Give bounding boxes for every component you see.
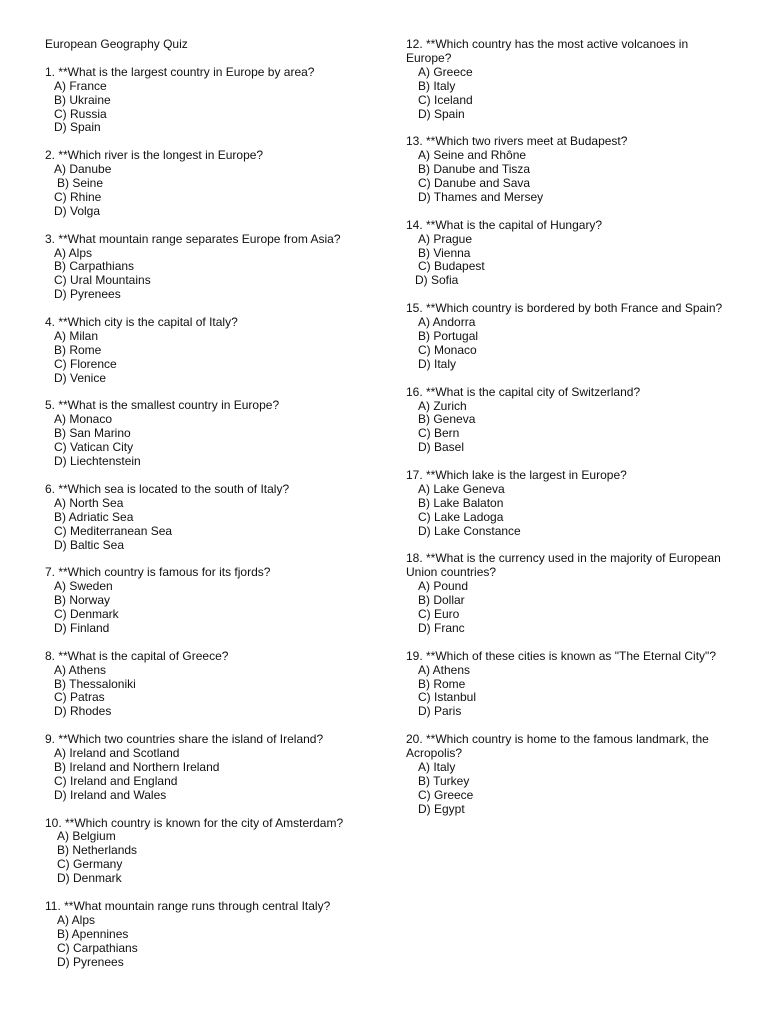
question-text: 6. **Which sea is located to the south of Italy? [45, 481, 290, 496]
question-text: 17. **Which lake is the largest in Europe? [406, 468, 627, 483]
answer-option: A) Seine and Rhône [418, 148, 527, 163]
question-17 [406, 469, 726, 539]
answer-option: B) Ukraine [54, 92, 111, 107]
answer-option: D) Venice [54, 370, 107, 385]
answer-option: C) Rhine [54, 189, 102, 204]
question-19 [406, 650, 726, 720]
answer-option: C) Lake Ladoga [418, 509, 504, 524]
answer-option: C) Vatican City [54, 440, 134, 455]
answer-option: C) Istanbul [418, 690, 477, 705]
answer-option: A) Athens [54, 662, 107, 677]
question-text: 16. **What is the capital city of Switzerland? [406, 384, 641, 399]
question-12 [406, 38, 726, 121]
answer-option: C) Ireland and England [54, 773, 178, 788]
question-text: 19. **Which of these cities is known as "The Eternal City"? [406, 648, 716, 663]
question-4 [45, 316, 375, 386]
question-text: 15. **Which country is bordered by both France and Spain? [406, 301, 723, 316]
question-6 [45, 483, 375, 553]
answer-option: A) Andorra [418, 315, 476, 330]
answer-option: C) Monaco [418, 342, 477, 357]
answer-option: B) Portugal [418, 328, 479, 343]
answer-option: D) Pyrenees [54, 287, 121, 302]
question-text: 2. **Which river is the longest in Europe? [45, 148, 264, 163]
answer-option: A) Danube [54, 162, 112, 177]
answer-option: D) Italy [418, 356, 457, 371]
answer-option: B) Dollar [418, 593, 465, 608]
question-text: 11. **What mountain range runs through central Italy? [45, 899, 331, 913]
question-14 [406, 219, 726, 289]
question-15 [406, 302, 726, 372]
answer-option: C) Bern [418, 426, 460, 441]
question-18 [406, 552, 726, 635]
answer-option: D) Spain [54, 120, 101, 135]
answer-option: D) Franc [418, 620, 465, 635]
answer-option: B) Geneva [418, 412, 476, 427]
question-3 [45, 233, 375, 303]
question-text: 12. **Which country has the most active volcanoes in Europe? [406, 37, 689, 65]
answer-option: A) Belgium [57, 829, 116, 844]
question-20 [406, 733, 726, 816]
answer-option: D) Finland [54, 620, 110, 635]
right-column [406, 38, 726, 831]
question-text: 5. **What is the smallest country in Europe? [45, 398, 280, 413]
answer-option: A) Alps [57, 912, 96, 927]
answer-option: D) Paris [418, 704, 462, 719]
answer-option: A) Pound [418, 579, 469, 594]
answer-option: D) Thames and Mersey [418, 189, 544, 204]
title-spacer [45, 52, 375, 66]
question-text: 1. **What is the largest country in Europe by area? [45, 64, 315, 79]
answer-option: A) Athens [418, 662, 471, 677]
answer-option: C) Florence [54, 356, 117, 371]
question-9 [45, 733, 375, 803]
answer-option: A) Prague [418, 231, 473, 246]
answer-option: D) Lake Constance [418, 523, 521, 538]
answer-option: B) Italy [418, 78, 456, 93]
answer-option: D) Baltic Sea [54, 537, 125, 552]
answer-option: D) Liechtenstein [54, 454, 141, 469]
question-text: 10. **Which country is known for the city of Amsterdam? [45, 815, 344, 830]
question-2 [45, 149, 375, 219]
answer-option: B) Lake Balaton [418, 495, 504, 510]
answer-option: A) Lake Geneva [418, 481, 505, 496]
answer-option: C) Danube and Sava [418, 176, 531, 191]
answer-option: B) Danube and Tisza [418, 162, 531, 177]
answer-option: A) Sweden [54, 579, 113, 594]
document-title: European Geography Quiz [45, 37, 188, 51]
answer-option: B) Apennines [57, 926, 129, 941]
answer-option: C) Carpathians [57, 940, 138, 955]
answer-option: D) Rhodes [54, 704, 112, 719]
answer-option: A) North Sea [54, 495, 124, 510]
answer-option: A) France [54, 78, 107, 93]
answer-option: A) Alps [54, 245, 93, 260]
answer-option: C) Budapest [418, 259, 485, 274]
answer-option: D) Ireland and Wales [54, 787, 167, 802]
question-text: 13. **Which two rivers meet at Budapest? [406, 134, 628, 149]
answer-option: B) Vienna [418, 245, 471, 260]
answer-option: B) Netherlands [57, 843, 138, 858]
answer-option: D) Denmark [57, 871, 122, 886]
answer-option: D) Sofia [415, 273, 459, 288]
answer-option: C) Denmark [54, 607, 119, 622]
question-text: 18. **What is the currency used in the majority of European Union countries? [406, 551, 721, 580]
answer-option: A) Ireland and Scotland [54, 746, 180, 761]
answer-option: B) Rome [54, 342, 102, 357]
answer-option: B) Thessaloniki [54, 676, 136, 691]
answer-option: C) Greece [418, 787, 474, 802]
answer-option: B) Adriatic Sea [54, 509, 134, 524]
question-11 [45, 900, 375, 970]
answer-option: A) Milan [54, 328, 99, 343]
answer-option: C) Germany [57, 857, 123, 872]
answer-option: C) Russia [54, 106, 107, 121]
question-text: 9. **Which two countries share the island of Ireland? [45, 732, 324, 747]
answer-option: B) Ireland and Northern Ireland [54, 759, 220, 774]
answer-option: D) Volga [54, 203, 101, 218]
answer-option: A) Italy [418, 760, 456, 774]
answer-option: C) Mediterranean Sea [54, 523, 173, 538]
answer-option: D) Basel [418, 440, 465, 455]
question-1 [45, 66, 375, 136]
answer-option: A) Monaco [54, 412, 113, 427]
question-10 [45, 817, 375, 887]
question-text: 3. **What mountain range separates Europe from Asia? [45, 231, 341, 246]
answer-option: B) Turkey [418, 773, 470, 788]
question-text: 14. **What is the capital of Hungary? [406, 217, 603, 232]
question-16 [406, 386, 726, 456]
question-5 [45, 399, 375, 469]
answer-option: B) Carpathians [54, 259, 135, 274]
left-column [45, 38, 375, 983]
answer-option: C) Patras [54, 690, 105, 705]
answer-option: A) Zurich [418, 398, 467, 413]
question-text: 8. **What is the capital of Greece? [45, 648, 229, 663]
answer-option: C) Iceland [418, 92, 473, 107]
answer-option: D) Pyrenees [57, 954, 124, 969]
question-text: 7. **Which country is famous for its fjords? [45, 565, 271, 580]
question-text: 4. **Which city is the capital of Italy? [45, 315, 238, 330]
answer-option: C) Euro [418, 607, 460, 622]
answer-option: D) Spain [418, 106, 465, 121]
question-7 [45, 566, 375, 636]
answer-option: B) Seine [57, 176, 104, 191]
question-8 [45, 650, 375, 720]
answer-option: C) Ural Mountains [54, 273, 151, 288]
answer-option: A) Greece [418, 64, 473, 79]
answer-option: B) Rome [418, 676, 466, 691]
question-text: 20. **Which country is home to the famous landmark, the Acropolis? [406, 732, 709, 761]
answer-option: B) San Marino [54, 426, 131, 441]
answer-option: D) Egypt [418, 801, 465, 816]
answer-option: B) Norway [54, 593, 111, 608]
question-13 [406, 135, 726, 205]
